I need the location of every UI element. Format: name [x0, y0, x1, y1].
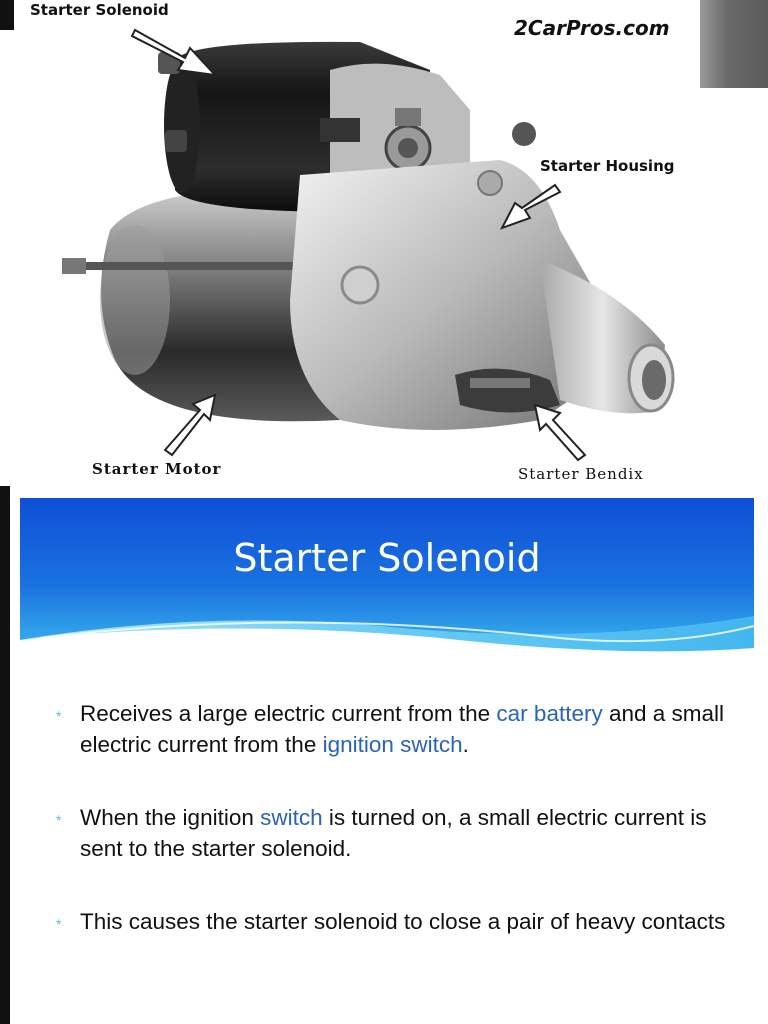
label-starter-bendix: Starter Bendix	[518, 465, 644, 483]
slide-left-edge	[0, 486, 10, 1024]
bullet-item	[56, 802, 746, 864]
bullet-text: Receives a large electric current from the car battery and a small electric current from the ignition switch.	[80, 701, 725, 757]
highlight-term: car battery	[496, 701, 603, 726]
highlight-term: ignition switch	[322, 732, 463, 757]
bullet-star-icon: *	[56, 916, 62, 932]
label-starter-motor: Starter Motor	[92, 460, 222, 478]
bullet-star-icon: *	[56, 812, 62, 828]
bullet-text: This causes the starter solenoid to close a pair of heavy contacts	[80, 909, 726, 934]
slide-title: Starter Solenoid	[233, 536, 541, 580]
label-starter-housing: Starter Housing	[540, 157, 675, 175]
brand-watermark: 2CarPros.com	[514, 16, 670, 40]
corner-dark-tab	[0, 0, 14, 30]
corner-dark-panel	[700, 0, 768, 88]
bullet-item	[56, 698, 746, 760]
bullet-text: When the ignition switch is turned on, a small electric current is sent to the starter solenoid.	[80, 805, 707, 861]
starter-motor-illustration	[0, 0, 768, 486]
bullet-item	[56, 906, 746, 937]
slide-title-banner	[20, 498, 754, 690]
starter-motor-photo	[0, 0, 768, 486]
bullet-star-icon: *	[56, 708, 62, 724]
label-starter-solenoid: Starter Solenoid	[30, 1, 169, 19]
banner-wave-background	[20, 498, 754, 690]
highlight-term: switch	[260, 805, 323, 830]
